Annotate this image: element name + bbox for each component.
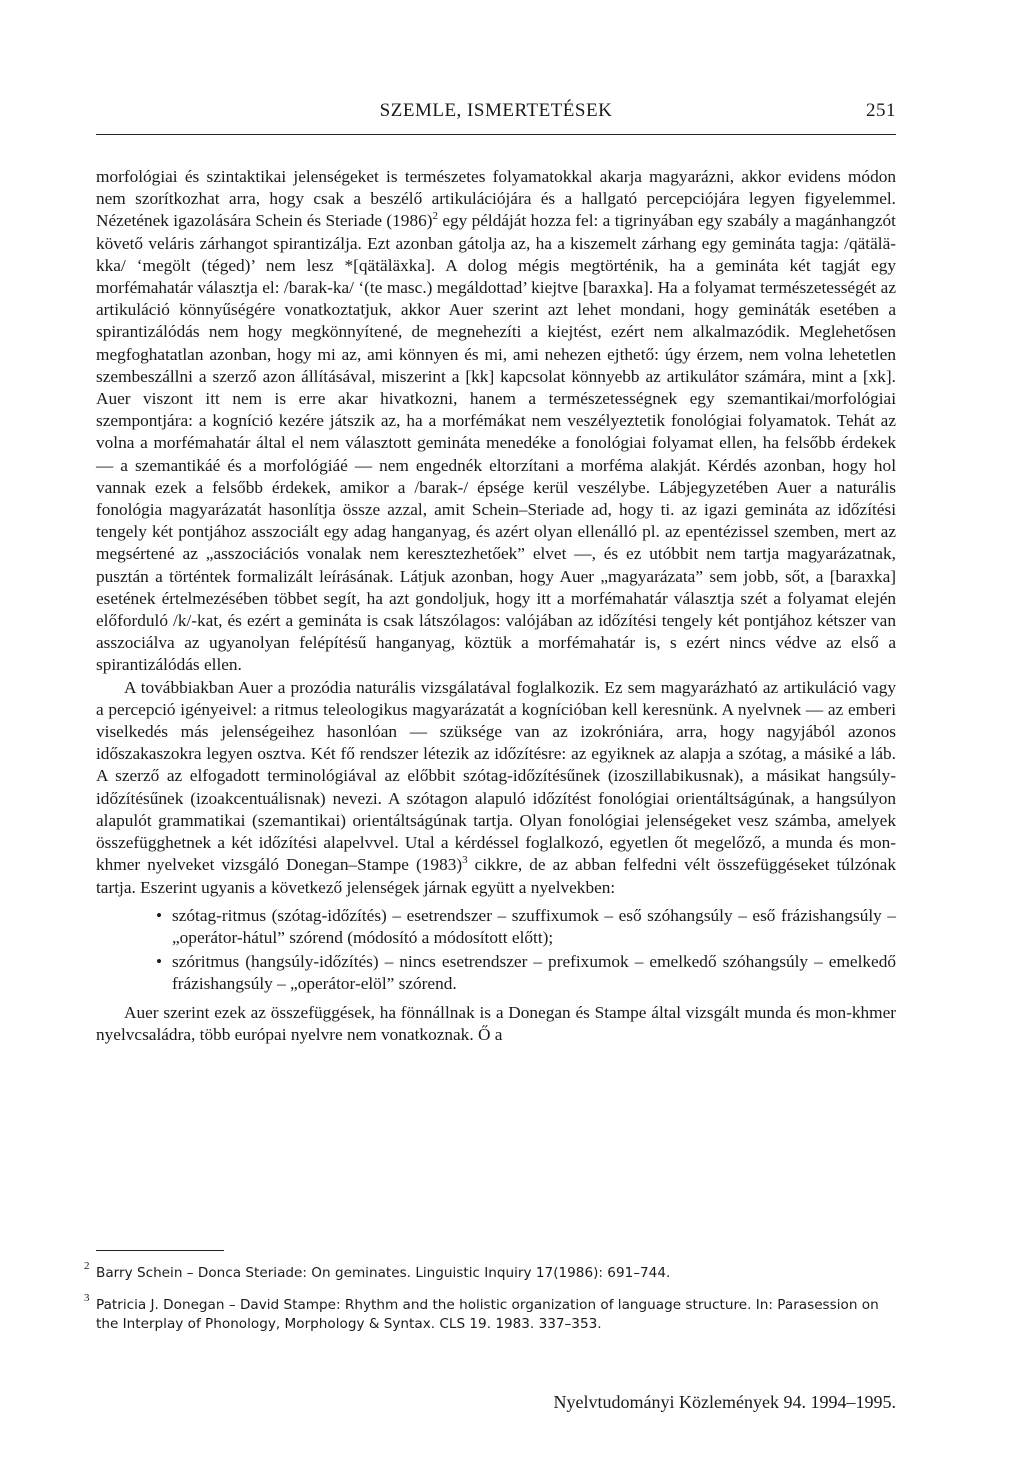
bullet-text: szótag-ritmus (szótag-időzítés) – esetrendszer – szuffixumok – eső szóhangsúly – eső frázishangsúly – „operátor-hátul” szórend (módosító a módosított előtt);	[172, 905, 896, 947]
footnote-text: Patricia J. Donegan – David Stampe: Rhythm and the holistic organization of language structure. In: Parasession on the Interplay of Phonology, Morphology & Syntax. CLS 19. 1983. 337–353.	[96, 1296, 879, 1332]
footnote-rule	[96, 1250, 224, 1251]
bullet-item	[156, 905, 896, 949]
section-title: SZEMLE, ISMERTETÉSEK	[379, 100, 613, 121]
paragraph-2	[96, 677, 896, 899]
footnotes	[84, 1260, 896, 1347]
bullet-list	[96, 905, 896, 996]
main-text	[96, 166, 896, 1046]
footnote	[84, 1291, 896, 1335]
page-number: 251	[866, 100, 896, 121]
bullet-marker: •	[156, 905, 163, 925]
paragraph-1-part-a: morfológiai és szintaktikai jelenségeket is természetes folyamatokkal akarja magyarázni, akkor evidens módon nem szorítkozhat arra, hogy csak a beszélő artikulációjára és a hallgató percepciójára legyen figyelemmel. Nézetének igazolására Schein és Steriade (1986)	[96, 167, 896, 231]
bullet-text: szóritmus (hangsúly-időzítés) – nincs esetrendszer – prefixumok – emelkedő szóhangsúly – emelkedő frázishangsúly – „operátor-elöl” szórend.	[172, 952, 896, 994]
paragraph-1-part-b: egy példáját hozza fel: a tigrinyában egy szabály a magánhangzót követő veláris zárhangot spirantizálja. Ezt azonban gátolja az, ha a kiszemelt zárhang egy gemináta tagja: /qätälä-kka/ ‘megölt (téged)’ nem lesz *[qätäläxka]. A dolog mégis megtörténik, ha a gemináta két tagját egy morfémahatár választja el: /barak-ka/ ‘(te masc.) megáldottad’ kiejtve [baraxka]. Ha a folyamat természetességét az artikuláció könnyűségére vonatkoztatjuk, akkor Auer szerint azt lehet mondani, hogy gemináták esetében a spirantizálódás nem hogy megkönnyítené, de megnehezíti a kiejtést, ezért nem alkalmazódik. Meglehetősen megfoghatatlan azonban, hogy mi az, ami könnyen és mi, ami nehezen ejthető: úgy érzem, nem volna lehetetlen szembeszállni a szerző azon állításával, miszerint a [kk] kapcsolat könnyebb az artikulátor számára, mint a [xk]. Auer viszont itt nem is erre akar hivatkozni, hanem a természetességnek egy szemantikai/morfológiai szempontjára: a kogníció kezére játszik az, ha a morfémákat nem veszélyeztetik fonológiai folyamatok. Tehát az volna a morfémahatár által el nem választott gemináta menedéke a fonológiai folyamat ellen, ha felsőbb érdekek — a szemantikáé és a morfológiáé — nem engednék eltorzítani a morféma alakját. Kérdés azonban, hogy hol vannak ezek a felsőbb érdekek, amikor a /barak-/ épsége kerül veszélybe. Lábjegyzetében Auer a naturális fonológia magyarázatát hasonlítja össze azzal, amit Schein–Steriade ad, hogy ti. az igazi gemináta az időzítési tengely két pontjához asszociált egy adag hanganyag, és azért olyan ellenálló pl. az epentézissel szemben, mert az megsértené az „asszociációs vonalak nem keresztezhetőek” elvet —, és ez utóbbit nem tartja magyarázatnak, pusztán a történtek formalizált leírásának. Látjuk azonban, hogy Auer „magyarázata” sem jobb, sőt, a [baraxka] esetének értelmezésében többet segít, ha azt gondoljuk, hogy itt a morfémahatár választja szét a folyamat elején előforduló /k/-kat, és ezért a gemináta is csak látszólagos: valójában az időzítési tengely két pontjához kétszer van asszociálva az ugyanolyan felépítésű hanganyag, köztük a morfémahatár is, s ezért nincs védve az első a spirantizálódás ellen.	[96, 211, 896, 675]
footnote-text: Barry Schein – Donca Steriade: On geminates. Linguistic Inquiry 17(1986): 691–744.	[96, 1265, 671, 1281]
paragraph-1	[96, 166, 896, 677]
paragraph-2-part-a: A továbbiakban Auer a prozódia naturális vizsgálatával foglalkozik. Ez sem magyarázható az artikuláció vagy a percepció igényeivel: a ritmus teleologikus magyarázatát a kognícióban kell keresnünk. A nyelvnek — az emberi viselkedés más jelenségeihez hasonlóan — szüksége van az izokróniára, arra, hogy nagyjából azonos időszakaszokra legyen osztva. Két fő rendszer létezik az időzítésre: az egyiknek az alapja a szótag, a másiké a láb. A szerző az elfogadott terminológiával az előbbit szótag-időzítésűnek (izoszillabikusnak), a másikat hangsúly-időzítésűnek (izoakcentuálisnak) nevezi. A szótagon alapuló időzítést fonológiai orientáltságúnak, a hangsúlyon alapulót grammatikai (szemantikai) orientáltságúnak tartja. Olyan fonológiai jelenségeket vesz számba, amelyek összefügghetnek a két időzítési alapelvvel. Utal a kérdéssel foglalkozó, egyetlen őt megelőző, a munda és mon-khmer nyelveket vizsgáló Donegan–Stampe (1983)	[96, 677, 896, 875]
header-rule	[96, 134, 896, 135]
footnote-number: 3	[84, 1291, 90, 1304]
bullet-item	[156, 951, 896, 995]
journal-imprint: Nyelvtudományi Közlemények 94. 1994–1995.	[553, 1392, 896, 1412]
footnote-number: 2	[84, 1260, 90, 1272]
footnote	[84, 1260, 896, 1284]
running-head	[96, 100, 896, 126]
footnote-ref-2[interactable]: 2	[432, 210, 438, 223]
paragraph-2-part-b: cikkre, de az abban felfedni vélt összefüggéseket túlzónak tartja. Eszerint ugyanis a következő jelenségek járnak együtt a nyelvekben:	[96, 855, 896, 897]
paragraph-3: Auer szerint ezek az összefüggések, ha fönnállnak is a Donegan és Stampe által vizsgált munda és mon-khmer nyelvcsaládra, több európai nyelvre nem vonatkoznak. Ő a	[96, 1002, 896, 1044]
footnote-ref-3[interactable]: 3	[462, 854, 468, 867]
bullet-marker: •	[156, 952, 163, 972]
